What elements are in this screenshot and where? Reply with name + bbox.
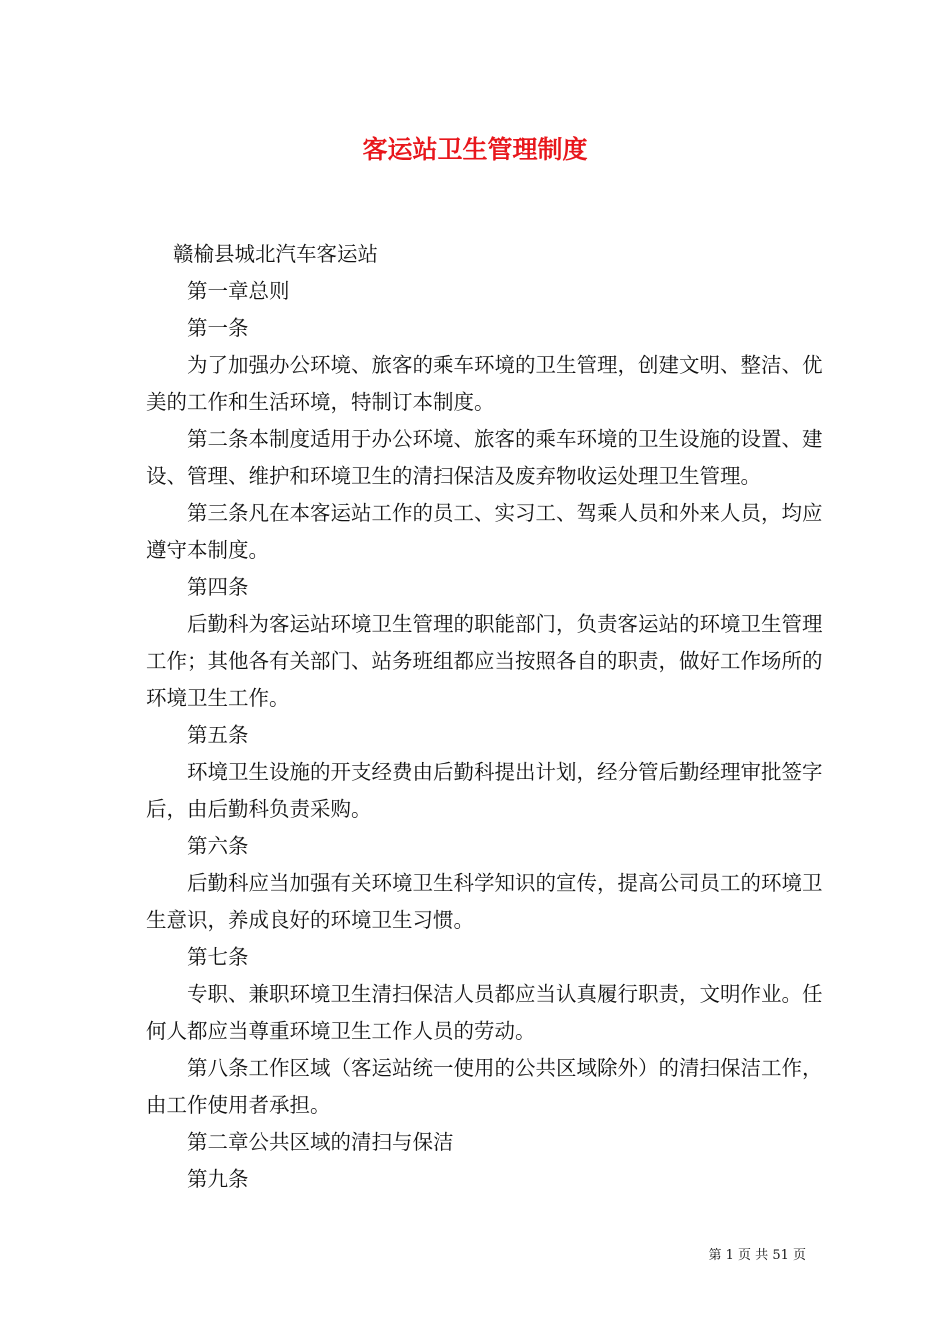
page-number-footer: 第 1 页 共 51 页	[708, 1248, 806, 1263]
article-heading: 第七条	[187, 945, 249, 969]
article-heading: 第九条	[187, 1167, 249, 1191]
document-title: 客运站卫生管理制度	[362, 135, 588, 164]
paragraph: 专职、兼职环境卫生清扫保洁人员都应当认真履行职责，文明作业。任何人都应当尊重环境卫生工作人员的劳动。	[146, 982, 823, 1043]
article-heading: 第六条	[187, 834, 249, 858]
article-heading: 第五条	[187, 723, 249, 747]
organization-name: 赣榆县城北汽车客运站	[173, 242, 378, 266]
paragraph: 后勤科应当加强有关环境卫生科学知识的宣传，提高公司员工的环境卫生意识，养成良好的环境卫生习惯。	[146, 871, 823, 932]
chapter-heading: 第二章公共区域的清扫与保洁	[187, 1130, 454, 1154]
paragraph: 后勤科为客运站环境卫生管理的职能部门，负责客运站的环境卫生管理工作；其他各有关部门、站务班组都应当按照各自的职责，做好工作场所的环境卫生工作。	[146, 612, 823, 710]
article-heading: 第一条	[187, 316, 249, 340]
paragraph: 第三条凡在本客运站工作的员工、实习工、驾乘人员和外来人员，均应遵守本制度。	[146, 501, 823, 562]
chapter-heading: 第一章总则	[187, 279, 290, 303]
paragraph: 环境卫生设施的开支经费由后勤科提出计划，经分管后勤经理审批签字后，由后勤科负责采购。	[146, 760, 823, 821]
paragraph: 第八条工作区域（客运站统一使用的公共区域除外）的清扫保洁工作，由工作使用者承担。	[146, 1056, 823, 1117]
document-body	[146, 236, 826, 1198]
article-heading: 第四条	[187, 575, 249, 599]
paragraph: 第二条本制度适用于办公环境、旅客的乘车环境的卫生设施的设置、建设、管理、维护和环境卫生的清扫保洁及废弃物收运处理卫生管理。	[146, 427, 823, 488]
paragraph: 为了加强办公环境、旅客的乘车环境的卫生管理，创建文明、整洁、优美的工作和生活环境，特制订本制度。	[146, 353, 823, 414]
